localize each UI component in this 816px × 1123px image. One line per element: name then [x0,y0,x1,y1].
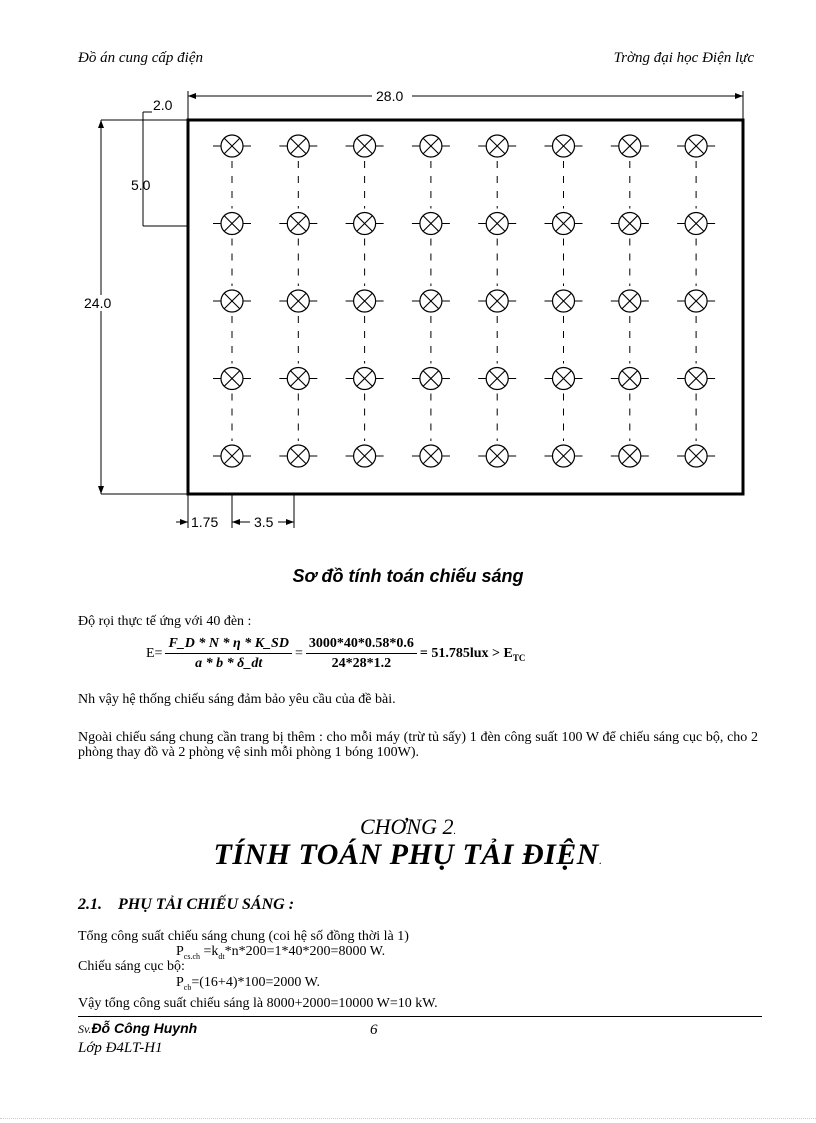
lamp-crossed-circle-icon [346,135,384,157]
section-number: 2.1. [78,896,102,913]
lamp-crossed-circle-icon [545,290,583,312]
lamp-crossed-circle-icon [213,135,251,157]
section-heading [78,896,294,914]
lamp-crossed-circle-icon [346,368,384,390]
calc-line-2: $P_{cs.ch} =k_{dt}*n*200=1*40*200=8000$ W. [176,944,386,961]
lighting-layout-diagram [0,0,816,545]
lamp-crossed-circle-icon [346,290,384,312]
calc-line-5: Vậy tổng công suất chiếu sáng là 8000+2000=10000 W=10 kW. [78,996,438,1011]
lamp-crossed-circle-icon [545,213,583,235]
paragraph-conclusion: Nh vậy hệ thống chiếu sáng đảm bảo yêu cầu của đề bài. [78,692,396,707]
lamp-grid [213,135,715,467]
lamp-crossed-circle-icon [478,213,516,235]
footer-rule [78,1016,762,1017]
lamp-crossed-circle-icon [279,445,317,467]
lamp-crossed-circle-icon [478,135,516,157]
lamp-crossed-circle-icon [412,445,450,467]
lamp-crossed-circle-icon [677,368,715,390]
calc-line-3: Chiếu sáng cục bộ: [78,959,185,974]
lamp-crossed-circle-icon [677,213,715,235]
footer-student: Sv.Đỗ Công Huynh [78,1020,198,1036]
lamp-crossed-circle-icon [611,368,649,390]
lamp-crossed-circle-icon [213,290,251,312]
lamp-crossed-circle-icon [478,368,516,390]
lamp-crossed-circle-icon [412,213,450,235]
lamp-crossed-circle-icon [611,213,649,235]
calc-line-1: Tổng công suất chiếu sáng chung (coi hệ số đồng thời là 1) [78,929,409,944]
dim-left-offset: 1.75 [191,514,219,530]
lamp-crossed-circle-icon [346,445,384,467]
illuminance-formula [146,636,525,672]
dim-top-offset: 2.0 [153,97,173,113]
formula-frac2-num: 3000*40*0.58*0.6 [306,636,417,654]
formula-result: = $51.785lux > E_{TC}$ [419,645,526,663]
lamp-crossed-circle-icon [412,290,450,312]
diagram-caption: Sơ đồ tính toán chiếu sáng [292,566,524,586]
section-title: PHỤ TẢI CHIẾU SÁNG : [118,896,295,913]
lamp-crossed-circle-icon [279,368,317,390]
lamp-crossed-circle-icon [677,290,715,312]
paragraph-local-lighting: Ngoài chiếu sáng chung cần trang bị thêm : cho mỗi máy (trừ tủ sấy) 1 đèn công suất 100 W để chiếu sáng cục bộ, cho 2 phòng thay đồ và 2 phòng vệ sinh mỗi phòng 1 bóng 100W). [78,730,758,760]
illuminance-intro: Độ rọi thực tế ứng với 40 đèn : [78,614,252,629]
lamp-crossed-circle-icon [279,290,317,312]
room-outline [188,120,743,494]
header-left: Đồ án cung cấp điện [78,50,203,66]
formula-frac2 [306,636,417,672]
calc-line-4: $P_{cb}=(16+4)*100=2000$ W. [176,975,321,992]
dim-spacing-v: 5.0 [131,177,151,193]
formula-frac1 [165,636,291,672]
footer-page-number: 6 [370,1022,378,1038]
dim-spacing-h: 3.5 [254,514,274,530]
page-edge-dots [0,1118,816,1119]
dim-width-text: 28.0 [376,88,404,104]
lamp-crossed-circle-icon [213,445,251,467]
header-right: Trờng đại học Điện lực [613,50,754,66]
formula-lhs: E= [146,646,163,661]
footer-class: Lớp Đ4LT-H1 [78,1040,163,1056]
lamp-crossed-circle-icon [279,135,317,157]
lamp-crossed-circle-icon [279,213,317,235]
lamp-crossed-circle-icon [611,290,649,312]
lamp-crossed-circle-icon [677,135,715,157]
chapter-label: CHƠNG 2. [359,814,456,839]
formula-frac1-den: a * b * δ_dt [195,656,263,671]
lamp-crossed-circle-icon [412,135,450,157]
formula-frac1-num: F_D * N * η * K_SD [165,636,291,654]
lamp-crossed-circle-icon [478,290,516,312]
lamp-crossed-circle-icon [545,135,583,157]
lamp-crossed-circle-icon [545,445,583,467]
lamp-crossed-circle-icon [412,368,450,390]
lamp-crossed-circle-icon [677,445,715,467]
lamp-crossed-circle-icon [213,368,251,390]
lamp-crossed-circle-icon [213,213,251,235]
lamp-crossed-circle-icon [611,445,649,467]
formula-eq: = [294,646,303,661]
lamp-crossed-circle-icon [478,445,516,467]
dim-height: 24.0 [84,295,112,311]
formula-frac2-den: 24*28*1.2 [331,656,392,671]
lamp-crossed-circle-icon [346,213,384,235]
lamp-crossed-circle-icon [545,368,583,390]
chapter-title: TÍNH TOÁN PHỤ TẢI ĐIỆN. [213,838,603,871]
lamp-crossed-circle-icon [611,135,649,157]
